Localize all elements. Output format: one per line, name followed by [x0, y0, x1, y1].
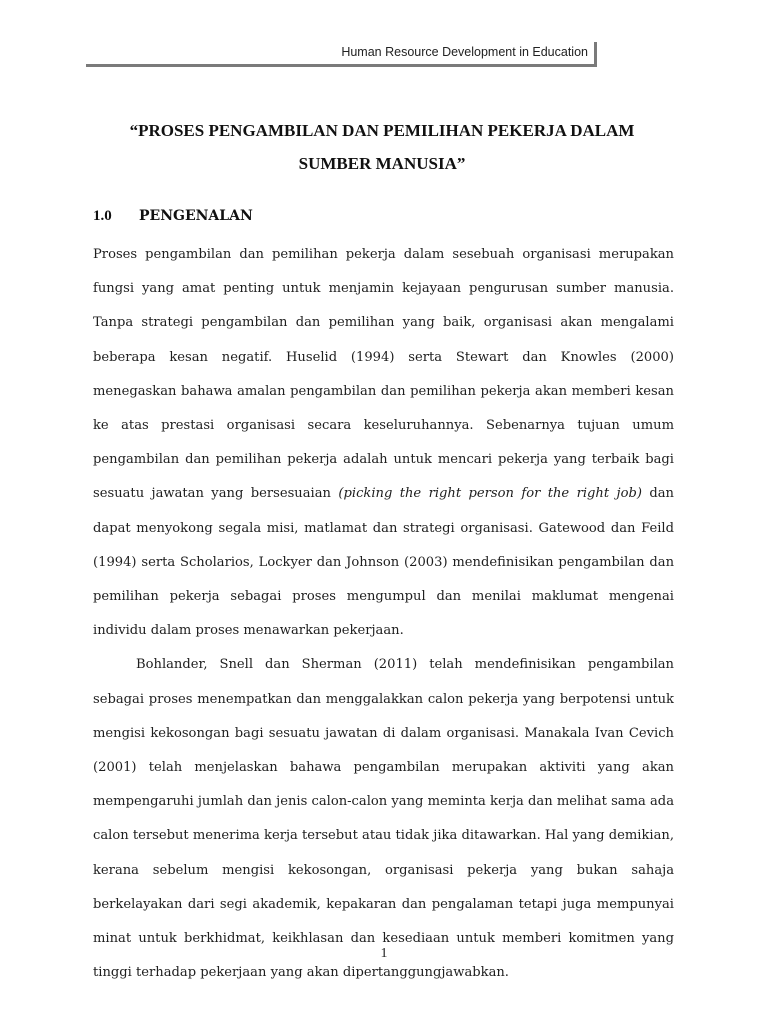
paragraph-1-part-1: Proses pengambilan dan pemilihan pekerja dalam sesebuah organisasi merupakan fungsi yang amat penting untuk menjamin kejayaan pengurusan sumber manusia. Tanpa strategi pengambilan dan pemilihan yang baik, organisasi akan mengalami beberapa kesan negatif. Huselid (1994) serta Stewart dan Knowles (2000) menegaskan bahawa amalan pengambilan dan pemilihan pekerja akan memberi kesan ke atas prestasi organisasi secara keseluruhannya. Sebenarnya tujuan umum pengambilan dan pemilihan pekerja adalah untuk mencari pekerja yang terbaik bagi sesuatu jawatan yang bersesuaian: [93, 247, 674, 502]
body-text: [93, 238, 674, 990]
section-heading: [93, 208, 253, 225]
title-line-2: SUMBER MANUSIA”: [298, 154, 466, 173]
paragraph-1-italic: (picking the right person for the right job): [338, 486, 642, 502]
section-label: PENGENALAN: [139, 208, 253, 224]
running-header: Human Resource Development in Education: [341, 45, 588, 59]
header-rule: [86, 64, 597, 67]
paragraph-1-part-2: dan dapat menyokong segala misi, matlamat dan strategi organisasi. Gatewood dan Feild (1994) serta Scholarios, Lockyer dan Johnson (2003) mendefinisikan pengambilan dan pemilihan pekerja sebagai proses mengumpul dan menilai maklumat mengenai individu dalam proses menawarkan pekerjaan.: [93, 486, 674, 639]
paragraph-1: [93, 238, 674, 648]
title-line-1: “PROSES PENGAMBILAN DAN PEMILIHAN PEKERJA DALAM: [129, 121, 635, 140]
document-title: [86, 114, 678, 180]
page-number: 1: [380, 946, 388, 961]
paragraph-2: Bohlander, Snell dan Sherman (2011) telah mendefinisikan pengambilan sebagai proses menempatkan dan menggalakkan calon pekerja yang berpotensi untuk mengisi kekosongan bagi sesuatu jawatan di dalam organisasi. Manakala Ivan Cevich (2001) telah menjelaskan bahawa pengambilan merupakan aktiviti yang akan mempengaruhi jumlah dan jenis calon-calon yang meminta kerja dan melihat sama ada calon tersebut menerima kerja tersebut atau tidak jika ditawarkan. Hal yang demikian, kerana sebelum mengisi kekosongan, organisasi pekerja yang bukan sahaja berkelayakan dari segi akademik, kepakaran dan pengalaman tetapi juga mempunyai minat untuk berkhidmat, keikhlasan dan kesediaan untuk memberi komitmen yang tinggi terhadap pekerjaan yang akan dipertanggungjawabkan.: [93, 657, 674, 981]
header-rule-vertical: [594, 42, 597, 67]
section-number: 1.0: [93, 208, 112, 224]
